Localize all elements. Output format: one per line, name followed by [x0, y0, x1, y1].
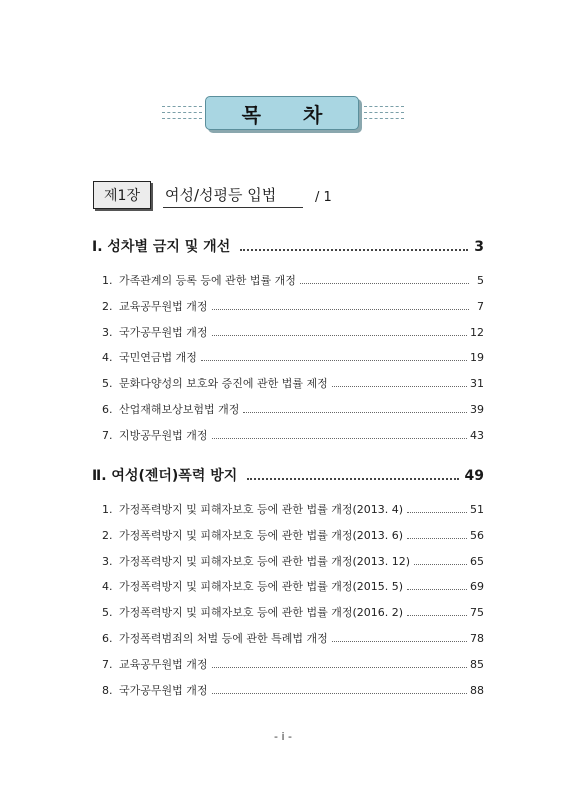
title-box	[205, 96, 365, 130]
page-title: 목차	[241, 102, 365, 127]
entry-text: 국민연금법 개정	[119, 351, 197, 365]
dot-leader	[243, 412, 467, 413]
entry-text: 국가공무원법 개정	[119, 683, 208, 697]
dot-leader	[212, 309, 469, 310]
dot-leader	[332, 641, 467, 642]
entry-page: 12	[470, 325, 484, 339]
dot-leader	[212, 693, 467, 694]
entry-number: 3.	[102, 325, 113, 339]
entry-text: 산업재해보상보험법 개정	[119, 402, 240, 416]
entry-page: 78	[470, 631, 484, 645]
entry-text: 가정폭력방지 및 피해자보호 등에 관한 법률 개정(2013. 4)	[119, 503, 404, 516]
dot-leader	[407, 538, 467, 539]
entry-number: 5.	[102, 377, 113, 391]
dot-leader	[300, 283, 469, 284]
entry-text: 가정폭력방지 및 피해자보호 등에 관한 법률 개정(2013. 12)	[119, 554, 411, 568]
entry-number: 6.	[102, 402, 113, 416]
entry-page: 65	[470, 554, 484, 568]
section-heading[interactable]	[92, 465, 484, 487]
entry-page: 43	[470, 428, 484, 442]
entry-text: 가정폭력범죄의 처벌 등에 관한 특례법 개정	[119, 631, 328, 645]
entry-text: 가정폭력방지 및 피해자보호 등에 관한 법률 개정(2016. 2)	[119, 606, 404, 620]
entry-number: 4.	[102, 580, 113, 594]
toc-entry[interactable]	[92, 324, 484, 350]
entry-number: 7.	[102, 657, 113, 671]
toc-entry[interactable]	[92, 401, 484, 427]
dot-leader	[212, 667, 467, 668]
chapter-number: 제1장	[93, 181, 151, 209]
entry-page: 39	[470, 402, 484, 416]
entry-text: 가정폭력방지 및 피해자보호 등에 관한 법률 개정(2015. 5)	[119, 580, 404, 594]
section-heading[interactable]	[92, 236, 484, 258]
toc-entry[interactable]	[92, 298, 484, 324]
entry-text: 가정폭력방지 및 피해자보호 등에 관한 법률 개정(2013. 6)	[119, 528, 404, 542]
chapter-header	[93, 181, 393, 211]
entry-number: 7.	[102, 428, 113, 442]
entry-number: 4.	[102, 351, 113, 365]
entry-number: 1.	[102, 503, 113, 516]
entry-page: 5	[477, 274, 484, 287]
decorative-dashes-left	[162, 102, 202, 126]
entry-text: 국가공무원법 개정	[119, 325, 208, 339]
entry-text: 교육공무원법 개정	[119, 657, 208, 671]
chapter-page: / 1	[315, 190, 332, 205]
entry-text: 교육공무원법 개정	[119, 299, 208, 313]
entry-text: 지방공무원법 개정	[119, 428, 208, 442]
chapter-title: 여성/성평등 입법	[163, 183, 303, 208]
entry-number: 3.	[102, 554, 113, 568]
entry-text: 문화다양성의 보호와 증진에 관한 법률 제정	[119, 377, 328, 391]
entry-page: 19	[470, 351, 484, 365]
dot-leader	[212, 438, 467, 439]
entry-page: 31	[470, 377, 484, 391]
section-heading-text: Ⅱ. 여성(젠더)폭력 방지	[92, 468, 238, 484]
entry-page: 85	[470, 657, 484, 671]
entry-number: 5.	[102, 606, 113, 620]
dot-leader	[332, 386, 467, 387]
entry-page: 7	[477, 299, 484, 313]
title-banner	[0, 96, 566, 132]
dot-leader	[201, 360, 467, 361]
toc-entry[interactable]	[92, 604, 484, 630]
entry-page: 69	[470, 580, 484, 594]
toc-section-1	[92, 236, 484, 453]
page-number-footer: - i -	[274, 730, 292, 743]
section-heading-text: Ⅰ. 성차별 금지 및 개선	[92, 239, 231, 255]
toc-entry[interactable]	[92, 375, 484, 401]
section-page: 49	[464, 468, 484, 484]
entry-page: 51	[470, 503, 484, 516]
entry-page: 75	[470, 606, 484, 620]
toc-entry[interactable]	[92, 349, 484, 375]
dot-leader	[247, 478, 458, 480]
toc-entry[interactable]	[92, 630, 484, 656]
section-page: 3	[474, 239, 484, 255]
entry-number: 1.	[102, 274, 113, 287]
entry-number: 2.	[102, 528, 113, 542]
dot-leader	[407, 589, 467, 590]
entry-list	[92, 501, 484, 707]
entry-number: 2.	[102, 299, 113, 313]
toc-section-2	[92, 465, 484, 707]
toc-entry[interactable]	[92, 272, 484, 298]
entry-number: 6.	[102, 631, 113, 645]
toc-entry[interactable]	[92, 682, 484, 708]
entry-page: 88	[470, 683, 484, 697]
toc-entry[interactable]	[92, 553, 484, 579]
decorative-dashes-right	[364, 102, 404, 126]
entry-number: 8.	[102, 683, 113, 697]
toc-entry[interactable]	[92, 427, 484, 453]
dot-leader	[407, 615, 467, 616]
toc-entry[interactable]	[92, 501, 484, 527]
entry-text: 가족관계의 등록 등에 관한 법률 개정	[119, 274, 296, 287]
toc-entry[interactable]	[92, 656, 484, 682]
dot-leader	[240, 249, 468, 251]
entry-list	[92, 272, 484, 453]
toc-entry[interactable]	[92, 578, 484, 604]
entry-page: 56	[470, 528, 484, 542]
dot-leader	[407, 512, 467, 513]
dot-leader	[414, 564, 467, 565]
toc-entry[interactable]	[92, 527, 484, 553]
dot-leader	[212, 335, 467, 336]
